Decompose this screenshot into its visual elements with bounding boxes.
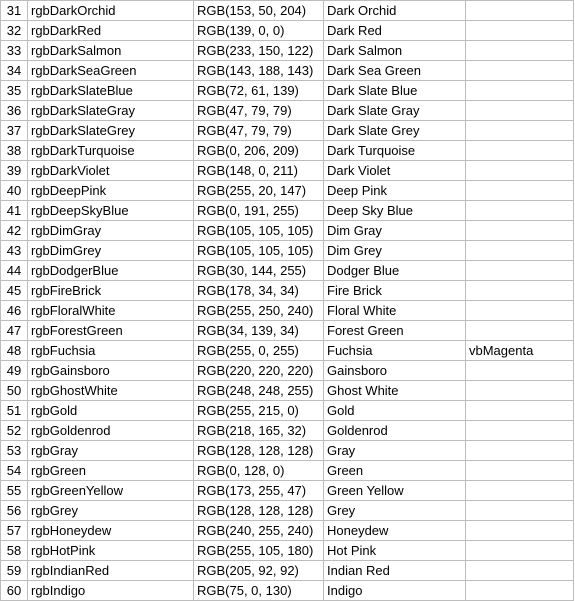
table-row [1,481,574,501]
cell-color-name[interactable]: Ghost White [324,381,466,401]
cell-rgb-value[interactable]: RGB(143, 188, 143) [194,61,324,81]
cell-constant[interactable]: rgbDarkOrchid [28,1,194,21]
cell-note[interactable] [466,521,574,541]
table-row [1,21,574,41]
cell-color-name[interactable]: Gold [324,401,466,421]
cell-constant[interactable]: rgbDarkSlateGray [28,101,194,121]
cell-rgb-value[interactable]: RGB(0, 206, 209) [194,141,324,161]
cell-constant[interactable]: rgbForestGreen [28,321,194,341]
row-number: 33 [1,41,28,61]
table-row [1,521,574,541]
cell-note[interactable] [466,361,574,381]
cell-note[interactable] [466,381,574,401]
cell-constant[interactable]: rgbDimGrey [28,241,194,261]
row-number: 36 [1,101,28,121]
table-row [1,441,574,461]
cell-rgb-value[interactable]: RGB(255, 250, 240) [194,301,324,321]
cell-color-name[interactable]: Dim Gray [324,221,466,241]
cell-constant[interactable]: rgbDodgerBlue [28,261,194,281]
row-number: 43 [1,241,28,261]
row-number: 55 [1,481,28,501]
cell-note[interactable] [466,441,574,461]
cell-constant[interactable]: rgbFireBrick [28,281,194,301]
table-row [1,101,574,121]
cell-rgb-value[interactable]: RGB(173, 255, 47) [194,481,324,501]
cell-constant[interactable]: rgbDeepSkyBlue [28,201,194,221]
cell-color-name[interactable]: Dark Violet [324,161,466,181]
cell-color-name[interactable]: Fuchsia [324,341,466,361]
cell-note[interactable] [466,201,574,221]
cell-rgb-value[interactable]: RGB(255, 20, 147) [194,181,324,201]
row-number: 38 [1,141,28,161]
cell-constant[interactable]: rgbFuchsia [28,341,194,361]
cell-rgb-value[interactable]: RGB(240, 255, 240) [194,521,324,541]
cell-constant[interactable]: rgbGold [28,401,194,421]
table-row [1,341,574,361]
cell-color-name[interactable]: Indigo [324,581,466,601]
row-number: 57 [1,521,28,541]
cell-constant[interactable]: rgbGreenYellow [28,481,194,501]
table-row [1,321,574,341]
cell-constant[interactable]: rgbGray [28,441,194,461]
cell-color-name[interactable]: Dark Red [324,21,466,41]
row-number: 52 [1,421,28,441]
row-number: 54 [1,461,28,481]
row-number: 56 [1,501,28,521]
table-row [1,221,574,241]
cell-rgb-value[interactable]: RGB(105, 105, 105) [194,221,324,241]
cell-constant[interactable]: rgbDeepPink [28,181,194,201]
cell-note[interactable] [466,261,574,281]
cell-rgb-value[interactable]: RGB(75, 0, 130) [194,581,324,601]
cell-note[interactable] [466,501,574,521]
cell-note[interactable] [466,181,574,201]
cell-color-name[interactable]: Fire Brick [324,281,466,301]
cell-rgb-value[interactable]: RGB(105, 105, 105) [194,241,324,261]
table-row [1,1,574,21]
cell-color-name[interactable]: Floral White [324,301,466,321]
cell-constant[interactable]: rgbIndigo [28,581,194,601]
cell-constant[interactable]: rgbDarkSlateGrey [28,121,194,141]
table-row [1,501,574,521]
table-row [1,361,574,381]
cell-note[interactable] [466,581,574,601]
cell-color-name[interactable]: Indian Red [324,561,466,581]
table-row [1,61,574,81]
cell-color-name[interactable]: Dodger Blue [324,261,466,281]
cell-color-name[interactable]: Dark Slate Grey [324,121,466,141]
cell-rgb-value[interactable]: RGB(255, 0, 255) [194,341,324,361]
table-row [1,421,574,441]
cell-rgb-value[interactable]: RGB(205, 92, 92) [194,561,324,581]
table-row [1,161,574,181]
cell-constant[interactable]: rgbGhostWhite [28,381,194,401]
cell-note[interactable] [466,121,574,141]
cell-rgb-value[interactable]: RGB(47, 79, 79) [194,101,324,121]
cell-note[interactable] [466,81,574,101]
row-number: 45 [1,281,28,301]
row-number: 40 [1,181,28,201]
cell-note[interactable] [466,1,574,21]
cell-rgb-value[interactable]: RGB(218, 165, 32) [194,421,324,441]
row-number: 42 [1,221,28,241]
cell-constant[interactable]: rgbDarkSlateBlue [28,81,194,101]
cell-note[interactable] [466,161,574,181]
cell-note[interactable] [466,301,574,321]
cell-color-name[interactable]: Green Yellow [324,481,466,501]
cell-note[interactable] [466,141,574,161]
cell-color-name[interactable]: Gainsboro [324,361,466,381]
cell-constant[interactable]: rgbDimGray [28,221,194,241]
cell-note[interactable] [466,561,574,581]
cell-color-name[interactable]: Hot Pink [324,541,466,561]
cell-constant[interactable]: rgbFloralWhite [28,301,194,321]
cell-color-name[interactable]: Grey [324,501,466,521]
cell-color-name[interactable]: Dark Orchid [324,1,466,21]
row-number: 58 [1,541,28,561]
row-number: 59 [1,561,28,581]
cell-color-name[interactable]: Dim Grey [324,241,466,261]
cell-constant[interactable]: rgbDarkTurquoise [28,141,194,161]
cell-rgb-value[interactable]: RGB(47, 79, 79) [194,121,324,141]
cell-color-name[interactable]: Gray [324,441,466,461]
cell-constant[interactable]: rgbGainsboro [28,361,194,381]
cell-rgb-value[interactable]: RGB(72, 61, 139) [194,81,324,101]
cell-note[interactable] [466,541,574,561]
cell-constant[interactable]: rgbGreen [28,461,194,481]
cell-constant[interactable]: rgbDarkSeaGreen [28,61,194,81]
cell-note[interactable] [466,421,574,441]
cell-note[interactable] [466,461,574,481]
row-number: 31 [1,1,28,21]
row-number: 44 [1,261,28,281]
row-number: 39 [1,161,28,181]
cell-constant[interactable]: rgbDarkRed [28,21,194,41]
cell-rgb-value[interactable]: RGB(153, 50, 204) [194,1,324,21]
cell-constant[interactable]: rgbIndianRed [28,561,194,581]
row-number: 50 [1,381,28,401]
row-number: 51 [1,401,28,421]
cell-rgb-value[interactable]: RGB(255, 215, 0) [194,401,324,421]
cell-note[interactable]: vbMagenta [466,341,574,361]
cell-color-name[interactable]: Dark Salmon [324,41,466,61]
cell-color-name[interactable]: Dark Slate Gray [324,101,466,121]
cell-note[interactable] [466,401,574,421]
cell-color-name[interactable]: Honeydew [324,521,466,541]
cell-rgb-value[interactable]: RGB(233, 150, 122) [194,41,324,61]
row-number: 37 [1,121,28,141]
table-row [1,81,574,101]
table-row [1,381,574,401]
table-row [1,461,574,481]
cell-constant[interactable]: rgbGoldenrod [28,421,194,441]
cell-note[interactable] [466,21,574,41]
cell-color-name[interactable]: Goldenrod [324,421,466,441]
row-number: 46 [1,301,28,321]
cell-note[interactable] [466,321,574,341]
cell-rgb-value[interactable]: RGB(255, 105, 180) [194,541,324,561]
table-row [1,541,574,561]
row-number: 60 [1,581,28,601]
cell-rgb-value[interactable]: RGB(220, 220, 220) [194,361,324,381]
table-row [1,181,574,201]
cell-note[interactable] [466,101,574,121]
cell-rgb-value[interactable]: RGB(139, 0, 0) [194,21,324,41]
row-number: 35 [1,81,28,101]
row-number: 49 [1,361,28,381]
cell-color-name[interactable]: Forest Green [324,321,466,341]
row-number: 41 [1,201,28,221]
cell-note[interactable] [466,61,574,81]
grid-body [1,1,574,601]
table-row [1,301,574,321]
table-row [1,201,574,221]
cell-rgb-value[interactable]: RGB(0, 191, 255) [194,201,324,221]
table-row [1,261,574,281]
cell-rgb-value[interactable]: RGB(148, 0, 211) [194,161,324,181]
cell-rgb-value[interactable]: RGB(30, 144, 255) [194,261,324,281]
cell-constant[interactable]: rgbHotPink [28,541,194,561]
cell-rgb-value[interactable]: RGB(178, 34, 34) [194,281,324,301]
cell-constant[interactable]: rgbDarkViolet [28,161,194,181]
cell-note[interactable] [466,481,574,501]
cell-rgb-value[interactable]: RGB(34, 139, 34) [194,321,324,341]
cell-note[interactable] [466,41,574,61]
row-number: 47 [1,321,28,341]
table-row [1,121,574,141]
cell-note[interactable] [466,241,574,261]
cell-color-name[interactable]: Deep Pink [324,181,466,201]
cell-color-name[interactable]: Dark Turquoise [324,141,466,161]
cell-note[interactable] [466,221,574,241]
cell-color-name[interactable]: Dark Sea Green [324,61,466,81]
cell-rgb-value[interactable]: RGB(128, 128, 128) [194,441,324,461]
table-row [1,561,574,581]
table-row [1,281,574,301]
cell-color-name[interactable]: Dark Slate Blue [324,81,466,101]
cell-color-name[interactable]: Green [324,461,466,481]
table-row [1,41,574,61]
table-row [1,241,574,261]
cell-constant[interactable]: rgbDarkSalmon [28,41,194,61]
row-number: 34 [1,61,28,81]
cell-color-name[interactable]: Deep Sky Blue [324,201,466,221]
cell-rgb-value[interactable]: RGB(0, 128, 0) [194,461,324,481]
cell-note[interactable] [466,281,574,301]
row-number: 53 [1,441,28,461]
cell-rgb-value[interactable]: RGB(128, 128, 128) [194,501,324,521]
cell-rgb-value[interactable]: RGB(248, 248, 255) [194,381,324,401]
row-number: 48 [1,341,28,361]
row-number: 32 [1,21,28,41]
table-row [1,401,574,421]
cell-constant[interactable]: rgbGrey [28,501,194,521]
cell-constant[interactable]: rgbHoneydew [28,521,194,541]
table-row [1,141,574,161]
table-row [1,581,574,601]
